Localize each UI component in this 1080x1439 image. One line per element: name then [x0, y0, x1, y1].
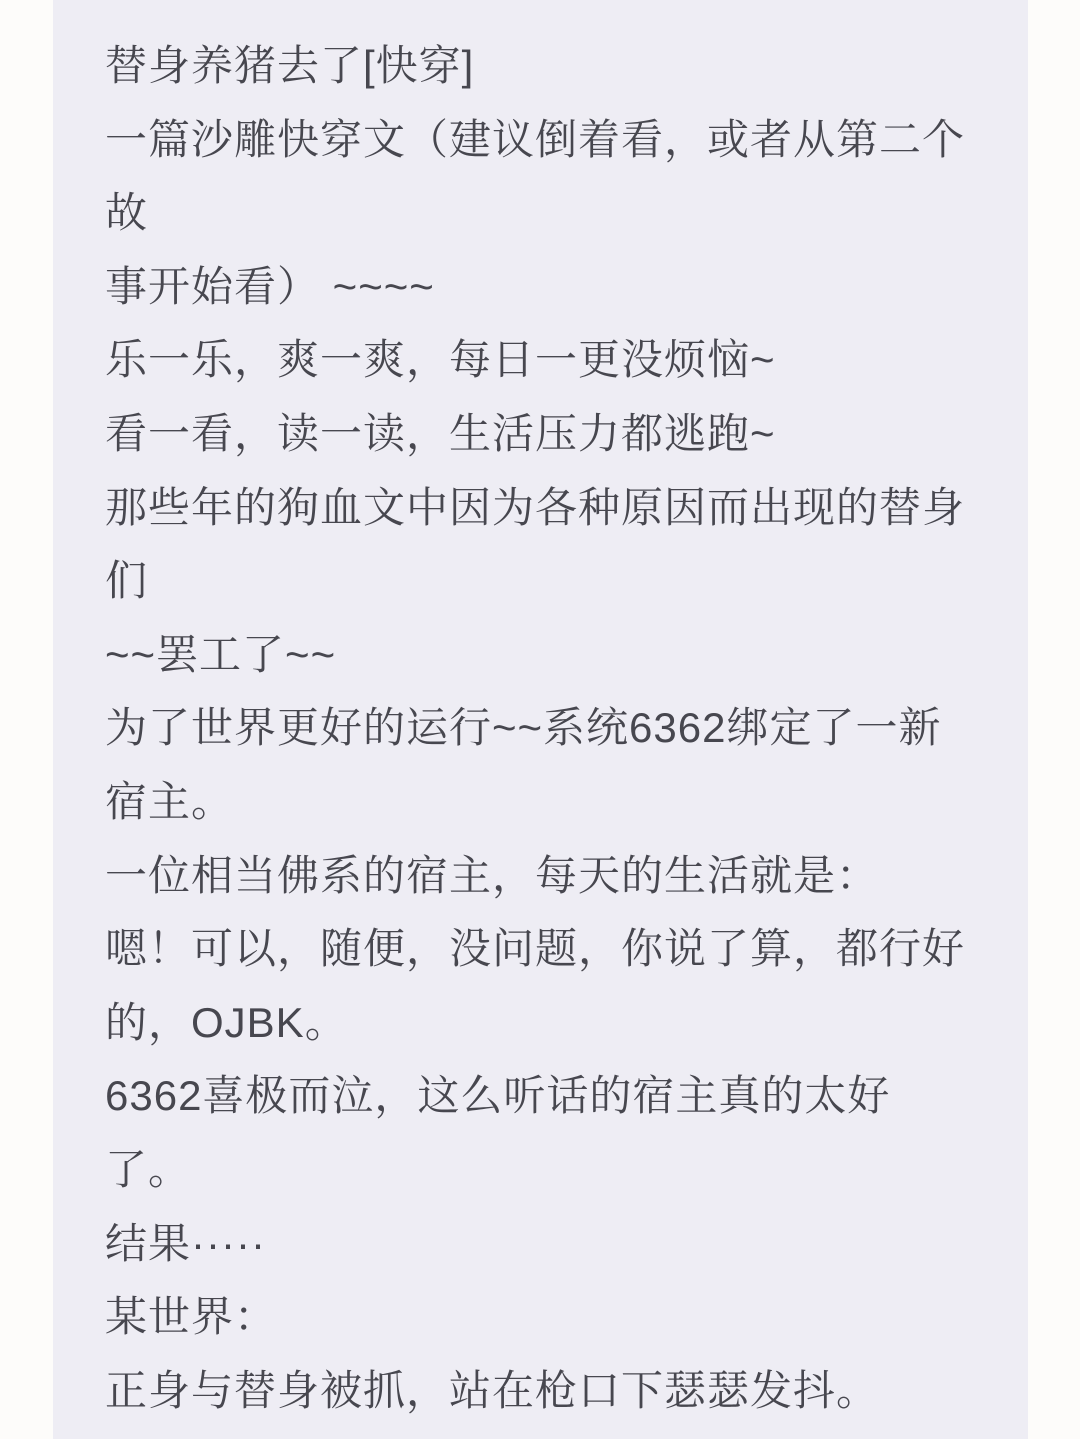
text-line: 6362喜极而泣，这么听话的宿主真的太好 [105, 1072, 891, 1120]
text-line: 故 [105, 189, 149, 237]
text-line: 们 [105, 557, 149, 605]
text-block [53, 0, 1028, 1427]
novel-intro-page [53, 0, 1028, 1439]
text-line: 一篇沙雕快穿文（建议倒着看，或者从第二个 [105, 115, 966, 163]
text-line: 正身与替身被抓，站在枪口下瑟瑟发抖。 [105, 1366, 880, 1414]
text-line: 一位相当佛系的宿主，每天的生活就是： [105, 851, 880, 899]
text-line: 了。 [105, 1145, 192, 1193]
text-line: 宿主。 [105, 777, 235, 825]
text-line: 嗯！可以，随便，没问题，你说了算，都行好 [105, 925, 966, 973]
text-line: 的，OJBK。 [105, 998, 348, 1046]
text-line: 事开始看） ~~~~ [105, 262, 435, 310]
text-line: 为了世界更好的运行~~系统6362绑定了一新 [105, 704, 942, 752]
text-line: 某世界： [105, 1293, 278, 1341]
text-line: 看一看，读一读，生活压力都逃跑~ [105, 409, 776, 457]
text-line: 结果····· [105, 1219, 266, 1267]
title-line: 替身养猪去了[快穿] [105, 42, 475, 89]
text-line: 那些年的狗血文中因为各种原因而出现的替身 [105, 483, 966, 531]
text-line: 乐一乐，爽一爽，每日一更没烦恼~ [105, 336, 776, 384]
text-line: ~~罢工了~~ [105, 630, 337, 678]
